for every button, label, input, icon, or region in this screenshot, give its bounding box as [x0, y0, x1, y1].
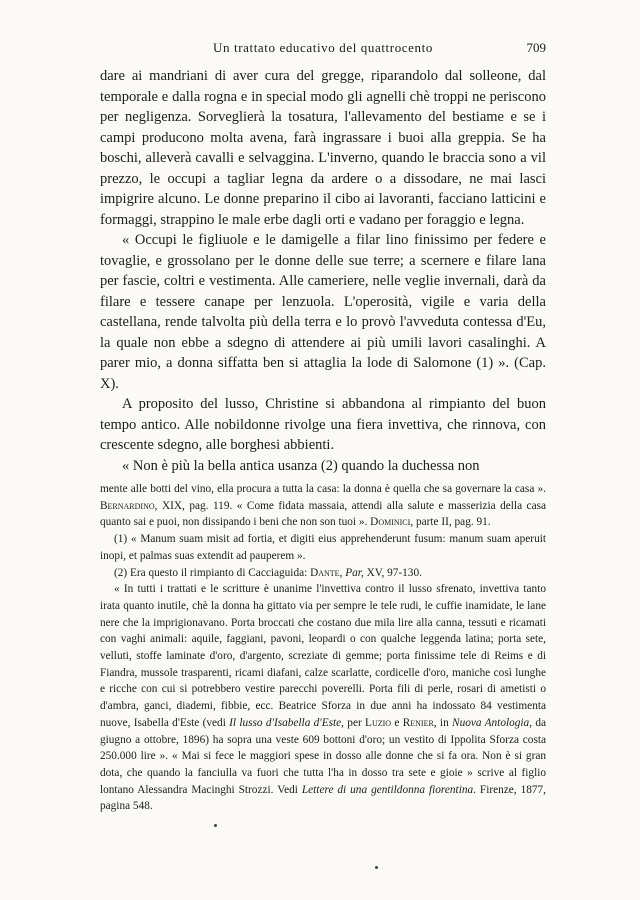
- work-reference: Par,: [345, 566, 364, 579]
- footnote-3: [100, 581, 546, 815]
- footnote-text: , per: [341, 716, 366, 729]
- ink-speck: [214, 824, 217, 827]
- footnote-text: , in: [433, 716, 453, 729]
- running-head-title: Un trattato educativo del quattrocento: [213, 40, 433, 55]
- footnotes: [100, 481, 546, 815]
- author-name: Dante: [310, 566, 340, 579]
- page-number: 709: [526, 40, 546, 55]
- footnote-continuation: [100, 481, 546, 531]
- running-head: [100, 38, 546, 58]
- main-paragraph-2: « Occupi le figliuole e le damigelle a filar lino finissimo per federe e tovaglie, e grossolano per le donne delle sue terre; a scernere e filare lana per fascie, coltri e vestimenta. Alle cameriere, nelle veglie invernali, darà da filare e tessere canape per lenzuola. L'operosità, vigile e varia della castellana, rende talvolta più della terra e lo provò l'avveduta contessa d'Eu, la quale non ebbe a sdegno di attendere ai più umili lavori casalinghi. A parer mio, a donna siffatta ben si attaglia la lode di Salomone (1) ». (Cap. X).: [100, 232, 546, 392]
- work-title: Nuova Antologia: [452, 716, 530, 729]
- work-title: Lettere di una gentildonna fiorentina: [301, 783, 474, 796]
- footnote-text: XV, 97-130.: [363, 566, 422, 579]
- author-name: Renier: [402, 716, 434, 729]
- main-paragraph-3: A proposito del lusso, Christine si abbandona al rimpianto del buon tempo antico. Alle nobildonne rivolge una fiera invettiva, che rinnova, con crescente sdegno, alle borghesi abbienti.: [100, 396, 546, 453]
- work-title: Il lusso d'Isabella d'Este: [229, 716, 342, 729]
- author-name: Bernardino, XIX: [100, 499, 183, 512]
- main-text: [100, 66, 546, 476]
- footnote-text: « In tutti i trattati e le scritture è unanime l'invettiva contro il lusso sfrenato, invettiva tanto irata quanto inutile, chè la donna ha gittato via per sempre le tele rudi, le cuffie inamidate, le lane nere che la imprigionavano. Porta broccati che costano due mila lire alla canna, tessuti e ricamati con vaghi animali: aquile, faggiani, pavoni, leopardi o con qualche leggenda latina; porta sete, velluti, stoffe laminate d'oro, d'argento, screziate di gemme; porta finissime tele di Reims e di Fiandra, mussole trasparenti, ricami diafani, calze scarlatte, cordicelle d'oro, maniche così lunghe e ricche con cui si potrebbero vestire parecchi poverelli. Porta fili di perle, rosari di ametisti o d'ambra, ganci, diademi, fibbie, ecc. Beatrice Sforza in due anni ha indossato 84 vestimenta nuove, Isabella d'Este (vedi: [100, 583, 546, 729]
- main-paragraph-1: dare ai mandriani di aver cura del gregge, riparandolo dal solleone, dal temporale e dalla rogna e in special modo gli agnelli chè troppi ne periscono per negligenza. Sorveglierà la tosatura, l'allevamento del bestiame e se i campi producono molta avena, farà ingrassare i buoi alla greppia. Se ha boschi, alleverà cavalli e selvaggina. L'inverno, quando le braccia sono a vil prezzo, le occupi a tagliar legna da ardere o a dissodare, ne mai lasci impigrire alcuno. Le donne preparino il cibo ai lavoranti, facciano latticini e formaggi, strappino le male erbe dagli orti e vadano per foraggio e legna.: [100, 68, 546, 228]
- author-name: Dominici: [370, 516, 411, 529]
- footnote-text: . Firenze, 1877, pagina 548.: [100, 783, 546, 813]
- footnote-text: e: [391, 716, 403, 729]
- footnote-text: mente alle botti del vino, ella procura a tutta la casa: la donna è quella che sa governare la casa ».: [100, 483, 546, 495]
- footnote-text: (2) Era questo il rimpianto di Cacciaguida:: [114, 566, 311, 579]
- author-name: Luzio: [365, 716, 392, 729]
- footnote-2: (2) Era questo il rimpianto di Cacciaguida: Dante, Par, XV, 97-130.: [114, 566, 422, 579]
- footnote-1: (1) « Manum suam misit ad fortia, et digiti eius apprehenderunt fusum: manum suam aperuit inopi, et palmas suas extendit ad pauperem ».: [100, 533, 546, 562]
- footnote-text: , parte II, pag. 91.: [410, 516, 491, 529]
- main-paragraph-4: « Non è più la bella antica usanza (2) quando la duchessa non: [122, 457, 480, 474]
- ink-speck: [375, 866, 378, 869]
- footnote-text: , pag. 119. « Come fidata massaia, attendi alla salute e masserizia della casa quanto sai e puoi, non dissipando i beni che non son tuoi ».: [100, 499, 546, 529]
- footnote-text: , da giugno a ottobre, 1896) ha sopra una veste 609 bottoni d'oro; un vestito di Ippolita Sforza costa 250.000 lire ». « Mai si fece le maggiori spese in dosso alle donne che si fa ora. Non è si gran dota, che quando la fanciulla va fuori che tutta l'ha in dosso tra sete e gioie » scrive al figlio lontano Alessandra Macinghi Strozzi. Vedi: [100, 716, 546, 796]
